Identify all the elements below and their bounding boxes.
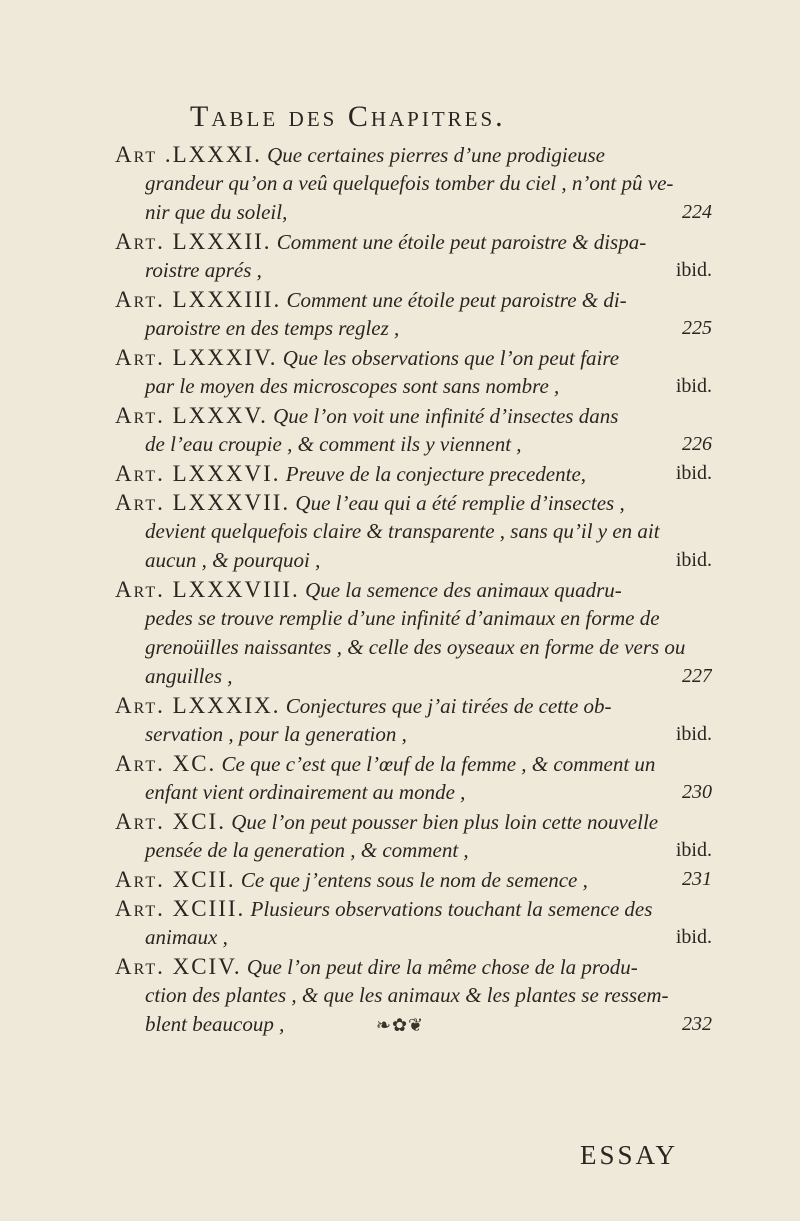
chapter-entry [115, 285, 712, 343]
entry-first-line [115, 807, 712, 836]
page-number: 232 [682, 1013, 712, 1035]
entry-text: anguilles , [145, 664, 233, 688]
entry-text: Que la semence des animaux quadru- [305, 578, 622, 602]
page-number: 225 [682, 317, 712, 339]
chapter-entry [115, 865, 712, 894]
article-number: Art. XC. [115, 751, 217, 776]
entry-first-line [115, 488, 712, 517]
entry-text: Que certaines pierres d’une prodigieuse [267, 143, 606, 167]
entry-text: Comment une étoile peut paroistre & dispa- [276, 230, 647, 254]
entry-text: Plusieurs observations touchant la semence des [250, 897, 653, 921]
chapter-entry [115, 575, 712, 691]
entry-continuation-line [115, 981, 712, 1010]
entry-continuation-line [115, 430, 712, 459]
entry-first-line [115, 459, 712, 488]
entry-first-line [115, 575, 712, 604]
entry-text: Ce que c’est que l’œuf de la femme , & comment un [221, 752, 656, 776]
entry-continuation-line [115, 372, 712, 401]
entry-text: aucun , & pourquoi , [145, 548, 321, 572]
article-number: Art. LXXXIX. [115, 693, 281, 718]
article-number: Art. LXXXIV. [115, 345, 278, 370]
article-number: Art. XCIV. [115, 954, 242, 979]
chapter-entry [115, 749, 712, 807]
entry-first-line [115, 691, 712, 720]
entry-text: Preuve de la conjecture precedente, [285, 462, 587, 486]
page-number: ibid. [675, 375, 712, 397]
article-number: Art. LXXXVI. [115, 461, 281, 486]
entry-text: paroistre en des temps reglez , [145, 316, 400, 340]
entry-text: enfant vient ordinairement au monde , [145, 780, 466, 804]
entry-text: Conjectures que j’ai tirées de cette ob- [285, 694, 612, 718]
chapter-entry [115, 227, 712, 285]
printers-ornament: ❧✿❦ [375, 1015, 425, 1035]
chapter-entry [115, 459, 712, 488]
entry-continuation-line [115, 517, 712, 546]
entry-text: blent beaucoup , [145, 1012, 285, 1036]
entry-text: animaux , [145, 925, 228, 949]
article-number: Art .LXXXI. [115, 142, 262, 167]
chapter-entry [115, 140, 712, 227]
entry-continuation-line [115, 314, 712, 343]
page-number: ibid. [675, 839, 712, 861]
chapter-entry [115, 488, 712, 575]
entry-continuation-line [115, 662, 712, 691]
entry-first-line [115, 952, 712, 981]
entry-text: pedes se trouve remplie d’une infinité d’animaux en forme de [145, 606, 660, 630]
entry-continuation-line [115, 633, 712, 662]
entry-first-line [115, 140, 712, 169]
entry-continuation-line [115, 198, 712, 227]
entry-continuation-line [115, 778, 712, 807]
article-number: Art. XCI. [115, 809, 226, 834]
entry-first-line [115, 749, 712, 778]
article-number: Art. LXXXII. [115, 229, 272, 254]
catchword: ESSAY [580, 1140, 679, 1170]
page-number: 224 [682, 201, 712, 223]
article-number: Art. XCII. [115, 867, 236, 892]
page-number: 230 [682, 781, 712, 803]
page-number: ibid. [675, 259, 712, 281]
entry-first-line [115, 343, 712, 372]
chapter-table [115, 140, 712, 1039]
article-number: Art. LXXXIII. [115, 287, 282, 312]
entry-text: nir que du soleil, [145, 200, 288, 224]
entry-text: grandeur qu’on a veû quelquefois tomber du ciel , n’ont pû ve- [145, 171, 674, 195]
article-number: Art. LXXXVII. [115, 490, 291, 515]
entry-continuation-line [115, 923, 712, 952]
page-number: 226 [682, 433, 712, 455]
page-number: ibid. [675, 926, 712, 948]
chapter-entry [115, 691, 712, 749]
entry-text: ction des plantes , & que les animaux & les plantes se ressem- [145, 983, 669, 1007]
entry-text: roistre aprés , [145, 258, 262, 282]
entry-text: servation , pour la generation , [145, 722, 407, 746]
page-number: 231 [682, 868, 712, 890]
page-number: ibid. [675, 723, 712, 745]
entry-text: Que les observations que l’on peut faire [282, 346, 620, 370]
page-header: Table des Chapitres. [190, 100, 506, 133]
article-number: Art. LXXXVIII. [115, 577, 300, 602]
page-number: 227 [682, 665, 712, 687]
entry-first-line [115, 894, 712, 923]
page-number: ibid. [675, 549, 712, 571]
chapter-entry [115, 807, 712, 865]
entry-first-line [115, 865, 712, 894]
entry-text: par le moyen des microscopes sont sans nombre , [145, 374, 560, 398]
entry-text: Comment une étoile peut paroistre & di- [286, 288, 627, 312]
entry-continuation-line [115, 604, 712, 633]
entry-text: de l’eau croupie , & comment ils y viennent , [145, 432, 522, 456]
article-number: Art. XCIII. [115, 896, 246, 921]
entry-text: pensée de la generation , & comment , [145, 838, 469, 862]
entry-text: Ce que j’entens sous le nom de semence , [240, 868, 588, 892]
entry-text: Que l’on peut pousser bien plus loin cette nouvelle [231, 810, 659, 834]
page-number: ibid. [675, 462, 712, 484]
chapter-entry [115, 401, 712, 459]
entry-continuation-line [115, 546, 712, 575]
entry-text: Que l’eau qui a été remplie d’insectes , [295, 491, 625, 515]
chapter-entry [115, 894, 712, 952]
entry-first-line [115, 401, 712, 430]
entry-first-line [115, 227, 712, 256]
entry-continuation-line [115, 720, 712, 749]
entry-text: grenoüilles naissantes , & celle des oyseaux en forme de vers ou [145, 635, 686, 659]
entry-text: Que l’on voit une infinité d’insectes dans [273, 404, 619, 428]
entry-continuation-line [115, 836, 712, 865]
entry-first-line [115, 285, 712, 314]
entry-continuation-line [115, 256, 712, 285]
chapter-entry [115, 343, 712, 401]
entry-text: devient quelquefois claire & transparente , sans qu’il y en ait [145, 519, 660, 543]
entry-text: Que l’on peut dire la même chose de la produ- [246, 955, 638, 979]
article-number: Art. LXXXV. [115, 403, 268, 428]
entry-continuation-line [115, 169, 712, 198]
